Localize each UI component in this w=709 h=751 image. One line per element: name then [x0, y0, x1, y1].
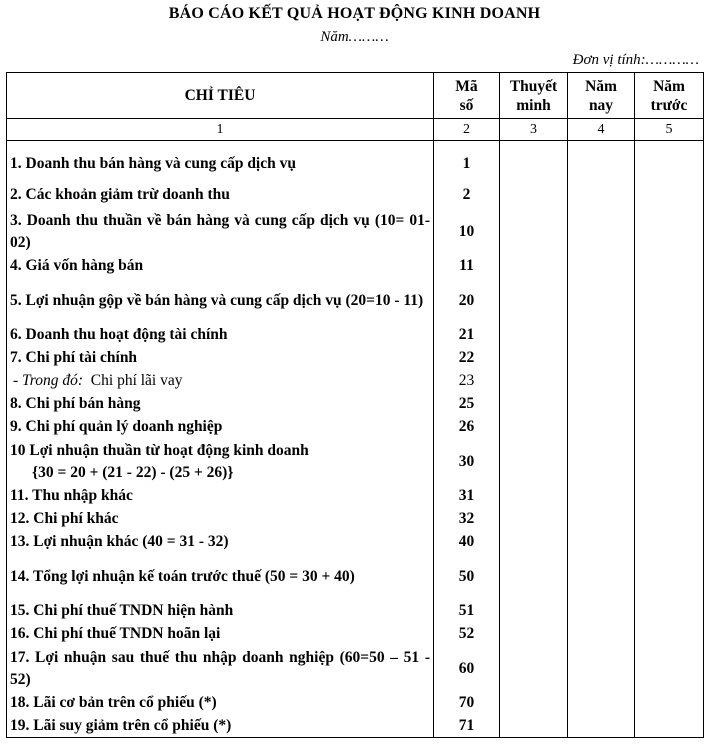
row-code: 71: [434, 715, 500, 738]
table-row: [7, 646, 704, 692]
table-row: [7, 715, 704, 738]
row-code: 51: [434, 600, 500, 623]
row-indicator: 19. Lãi suy giảm trên cổ phiếu (*): [7, 715, 434, 738]
table-row: [7, 692, 704, 715]
row-indicator: 15. Chi phí thuế TNDN hiện hành: [7, 600, 434, 623]
col-code: Mã số: [434, 73, 500, 119]
row-code: 2: [434, 181, 500, 209]
table-row: [7, 278, 704, 324]
row-prefix: - Trong đó:: [13, 372, 84, 389]
row-code: 32: [434, 508, 500, 531]
report-unit: Đơn vị tính:…………: [572, 52, 699, 68]
row-indicator: 9. Chi phí quản lý doanh nghiệp: [7, 416, 434, 439]
row-code: 70: [434, 692, 500, 715]
row-code: 52: [434, 623, 500, 646]
row-code: 31: [434, 485, 500, 508]
row-code: 23: [434, 370, 500, 393]
income-statement-table: [6, 72, 704, 738]
table-row: [7, 623, 704, 646]
header-row: [7, 73, 704, 119]
row-code: 30: [434, 439, 500, 485]
row-indicator: 1. Doanh thu bán hàng và cung cấp dịch vụ: [7, 141, 434, 181]
col-number: 2: [434, 119, 500, 141]
row-indicator: 14. Tổng lợi nhuận kế toán trước thuế (50 = 30 + 40): [7, 554, 434, 600]
row-code: 21: [434, 324, 500, 347]
row-indicator: 17. Lợi nhuận sau thuế thu nhập doanh nghiệp (60=50 – 51 - 52): [7, 646, 434, 692]
row-indicator: 12. Chi phí khác: [7, 508, 434, 531]
table-row: [7, 393, 704, 416]
row-code: 40: [434, 531, 500, 554]
table-row: [7, 485, 704, 508]
col-number: 5: [635, 119, 704, 141]
row-indicator: 4. Giá vốn hàng bán: [7, 255, 434, 278]
col-number: 4: [568, 119, 635, 141]
table-row: [7, 347, 704, 370]
table-row: [7, 531, 704, 554]
row-indicator: 6. Doanh thu hoạt động tài chính: [7, 324, 434, 347]
table-row: [7, 181, 704, 209]
row-indicator: 13. Lợi nhuận khác (40 = 31 - 32): [7, 531, 434, 554]
table-row: [7, 508, 704, 531]
row-code: 25: [434, 393, 500, 416]
row-indicator: 8. Chi phí bán hàng: [7, 393, 434, 416]
table-row: [7, 600, 704, 623]
col-indicator: CHỈ TIÊU: [7, 73, 434, 119]
table-row: [7, 141, 704, 181]
row-indicator: 11. Thu nhập khác: [7, 485, 434, 508]
row-code: 50: [434, 554, 500, 600]
row-indicator: 7. Chi phí tài chính: [7, 347, 434, 370]
table-row: [7, 209, 704, 255]
row-code: 11: [434, 255, 500, 278]
table-row: [7, 554, 704, 600]
report-title: BÁO CÁO KẾT QUẢ HOẠT ĐỘNG KINH DOANH: [168, 5, 541, 22]
report-year: Năm………: [320, 29, 389, 45]
table-row: [7, 370, 704, 393]
row-code: 10: [434, 209, 500, 255]
table-row: [7, 324, 704, 347]
row-indicator: 18. Lãi cơ bản trên cổ phiếu (*): [7, 692, 434, 715]
row-note-cell: [500, 141, 568, 181]
col-number: 3: [500, 119, 568, 141]
row-indicator: 5. Lợi nhuận gộp về bán hàng và cung cấp dịch vụ (20=10 - 11): [7, 278, 434, 324]
col-note: Thuyết minh: [500, 73, 568, 119]
row-code: 22: [434, 347, 500, 370]
row-indicator: 3. Doanh thu thuần về bán hàng và cung cấp dịch vụ (10= 01-02): [7, 209, 434, 255]
row-indicator: 16. Chi phí thuế TNDN hoãn lại: [7, 623, 434, 646]
col-previous-year: Năm trước: [635, 73, 704, 119]
table-row: [7, 439, 704, 485]
row-code: 60: [434, 646, 500, 692]
row-code: 1: [434, 141, 500, 181]
column-number-row: [7, 119, 704, 141]
table-row: [7, 416, 704, 439]
row-indicator: - Trong đó: Chi phí lãi vay: [7, 370, 434, 393]
row-previous-cell: [635, 141, 704, 181]
table-row: [7, 255, 704, 278]
row-code: 20: [434, 278, 500, 324]
row-code: 26: [434, 416, 500, 439]
col-current-year: Năm nay: [568, 73, 635, 119]
col-number: 1: [7, 119, 434, 141]
row-current-cell: [568, 141, 635, 181]
row-indicator: 10 Lợi nhuận thuần từ hoạt động kinh doanh {30 = 20 + (21 - 22) - (25 + 26)}: [7, 439, 434, 485]
row-indicator: 2. Các khoản giảm trừ doanh thu: [7, 181, 434, 209]
